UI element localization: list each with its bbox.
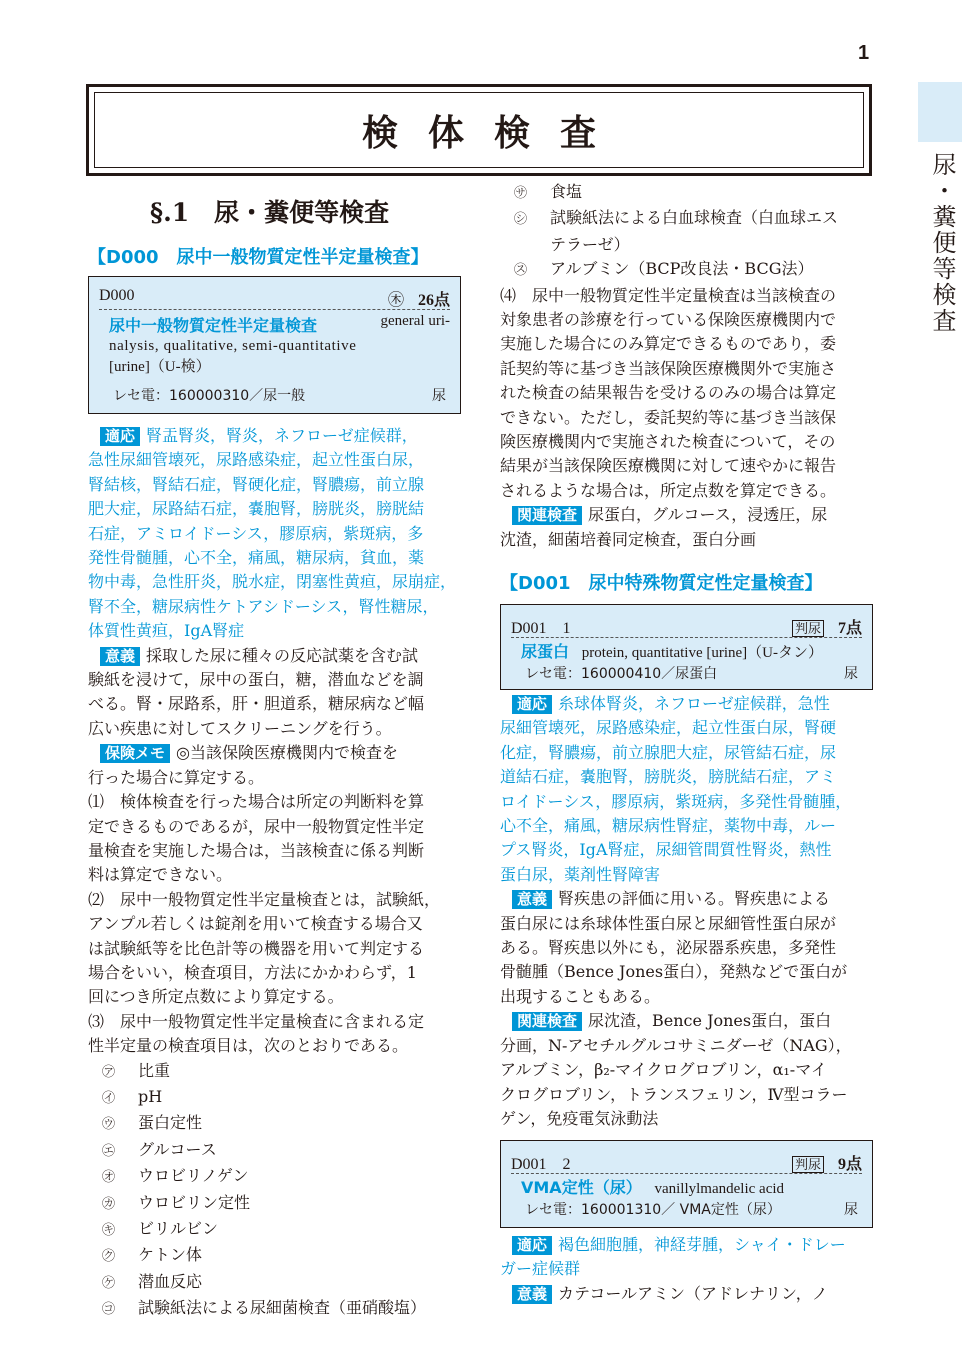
d001-2-box	[500, 1140, 873, 1228]
d001-1-box	[500, 604, 873, 690]
text-line: 託契約等に基づき当該保険医療機関外で実施さ	[500, 358, 837, 378]
d001-1-rece-text: レセ電：160000410／尿蛋白	[525, 666, 718, 682]
side-title: 尿・糞便等検査	[928, 152, 956, 334]
text-line: 実施した場合にのみ算定できるものであり，委	[500, 334, 837, 354]
text-line: できない。ただし，委託契約等に基づき当該保	[500, 407, 837, 427]
d001-2-meaning	[500, 1282, 873, 1306]
d000-note-4	[500, 284, 873, 504]
list-item: ㋚ 食塩	[514, 182, 583, 201]
d000-note-1	[88, 790, 461, 888]
text-line: ガー症候群	[500, 1259, 581, 1279]
d000-en-3: [urine]（U-検）	[109, 359, 211, 375]
text-line: 量検査を実施した場合は，当該検査に係る判断	[88, 840, 425, 860]
text-line: 糸球体腎炎，ネフローゼ症候群，急性	[558, 694, 830, 713]
list-item: ㋗ ケトン体	[102, 1245, 203, 1265]
text-line: ⑶ 尿中一般物質定性半定量検査に含まれる定	[88, 1011, 425, 1031]
d000-meaning	[88, 644, 461, 742]
text-line: されるような場合は，所定点数を算定できる。	[500, 480, 837, 500]
text-line: は試験紙等を比色計等の機器を用いて判定する	[88, 938, 425, 958]
d000-code-row	[99, 287, 450, 310]
d001-2-rece	[525, 1199, 858, 1219]
text-line: 体質性黄疸，IgA腎症	[88, 621, 245, 641]
d000-rece-text: レセ電：160000310／尿一般	[113, 388, 306, 404]
list-item: ㋜ アルブミン（BCP改良法・BCG法）	[514, 259, 814, 279]
d001-meaning	[500, 887, 873, 1009]
d000-heading: 【D000 尿中一般物質定性半定量検査】	[88, 247, 429, 268]
d001-related-label: 関連検査	[512, 1012, 582, 1031]
text-line: 沈渣，細菌培養同定検査，蛋白分画	[500, 529, 757, 549]
text-line: 腎疾患の評価に用いる。腎疾患による	[558, 889, 831, 909]
d000-points: 26点	[417, 292, 450, 309]
text-line: れた検査の結果報告を受けるのみの場合は算定	[500, 383, 837, 403]
d000-item-list	[88, 1059, 461, 1323]
d000-kind: 尿	[432, 388, 446, 404]
text-line: 蛋白尿には糸球体性蛋白尿と尿細管性蛋白尿が	[500, 913, 837, 933]
d000-body	[88, 424, 461, 1323]
d000-code: D000	[99, 287, 135, 304]
text-line: 分画，N-アセチルグルコサミニダーゼ（NAG），	[500, 1035, 852, 1055]
text-line: 道結石症，嚢胞腎，膀胱炎，膀胱結石症，アミ	[500, 767, 837, 787]
text-line: 回につき所定点数により算定する。	[88, 987, 344, 1007]
text-line: 場合をいい，検査項目，方法にかかわらず，1	[88, 962, 417, 982]
text-line: 定できるものであるが，尿中一般物質定性半定	[88, 816, 425, 836]
d001-2-indication	[500, 1233, 873, 1282]
d001-1-tag: 判尿	[792, 620, 824, 637]
d001-2-body	[500, 1233, 873, 1306]
text-line: 物中毒，急性肝炎，脱水症，閉塞性黄疸，尿崩症，	[88, 572, 457, 592]
d000-item-list-continued	[500, 180, 873, 284]
list-item: ㋑ pH	[102, 1086, 163, 1106]
text-line: ある。腎疾患以外にも，泌尿器系疾患，多発性	[500, 938, 837, 958]
d001-1-code: D001 1	[511, 620, 571, 637]
d001-2-en: vanillylmandelic acid	[654, 1181, 785, 1197]
d000-badge: ㊍	[387, 292, 404, 309]
d001-2-code-row	[511, 1151, 862, 1174]
d000-rece	[113, 385, 446, 405]
text-line: カテコールアミン（アドレナリン，ノ	[558, 1283, 828, 1303]
d000-meaning-label: 意義	[100, 647, 140, 666]
text-line: 行った場合に算定する。	[88, 767, 265, 787]
d001-2-rece-text: レセ電：160001310／ VMA定性（尿）	[525, 1202, 781, 1218]
list-item: ㋘ 潜血反応	[102, 1271, 203, 1291]
d001-1-code-row	[511, 615, 862, 638]
d001-1-name: 尿蛋白	[521, 642, 570, 661]
d001-2-name: VMA定性（尿）	[521, 1178, 642, 1197]
page-number: 1	[858, 42, 870, 64]
d000-memo-label: 保険メモ	[100, 744, 170, 763]
section-title: §.1 尿・糞便等検査	[150, 198, 390, 227]
d000-name: 尿中一般物質定性半定量検査	[109, 316, 318, 335]
d001-2-tag: 判尿	[792, 1156, 824, 1173]
d000-continued	[500, 180, 873, 552]
d000-related	[500, 503, 873, 552]
text-line: 心不全，痛風，糖尿病性腎症，薬物中毒，ルー	[500, 816, 837, 836]
text-line: 尿蛋白，グルコース，浸透圧，尿	[588, 505, 828, 525]
text-line: ⑵ 尿中一般物質定性半定量検査とは，試験紙，	[88, 889, 441, 909]
text-line: 料は算定できない。	[88, 865, 233, 885]
d000-en-2: nalysis, qualitative, semi-quantitative	[109, 338, 357, 354]
text-line: 発性骨髄腫，心不全，痛風，糖尿病，貧血，薬	[88, 548, 425, 568]
d000-note-3	[88, 1010, 461, 1059]
text-line: 腎盂腎炎，腎炎，ネフローゼ症候群，	[146, 426, 418, 445]
text-line: ロイドーシス，膠原病，紫斑病，多発性骨髄腫，	[500, 791, 852, 811]
d001-heading: 【D001 尿中特殊物質定性定量検査】	[500, 573, 823, 594]
text-line: アルブミン，β₂-マイクログロブリン，α₁-マイ	[500, 1060, 827, 1080]
d001-1-rece	[525, 663, 858, 683]
list-item: ㋒ 蛋白定性	[102, 1113, 203, 1133]
text-line: ゲン，免疫電気泳動法	[500, 1108, 659, 1128]
text-line: 急性尿細管壊死，尿路感染症，起立性蛋白尿，	[88, 450, 425, 470]
list-item: ㋓ グルコース	[102, 1139, 217, 1159]
text-line: 結果が当該保険医療機関に対して速やかに報告	[500, 456, 837, 476]
d001-body	[500, 692, 873, 1131]
text-line: 石症，アミロイドーシス，膠原病，紫斑病，多	[88, 523, 424, 543]
d001-related	[500, 1009, 873, 1131]
text-line: 腎結核，腎結石症，腎硬化症，腎膿瘍，前立腺	[88, 474, 425, 494]
text-line: プス腎炎，IgA腎症，尿細管間質性腎炎，熱性	[500, 840, 832, 860]
chapter-title-box	[86, 84, 872, 176]
d001-2-indication-label: 適応	[512, 1236, 552, 1255]
d000-related-label: 関連検査	[512, 506, 582, 525]
d001-2-meaning-label: 意義	[512, 1285, 552, 1304]
text-line: ⑴ 検体検査を行った場合は所定の判断料を算	[88, 792, 425, 812]
text-line: ◎当該保険医療機関内で検査を	[176, 743, 398, 763]
text-line: 採取した尿に種々の反応試薬を含む試	[146, 645, 419, 665]
text-line: 尿沈渣，Bence Jones蛋白，蛋白	[588, 1011, 832, 1031]
text-line: 肥大症，尿路結石症，嚢胞腎，膀胱炎，膀胱結	[88, 499, 425, 519]
d000-indication	[88, 424, 461, 644]
d001-2-code: D001 2	[511, 1156, 571, 1173]
d001-meaning-label: 意義	[512, 890, 552, 909]
chapter-title: 検体検査	[94, 92, 864, 168]
text-line: アンプル若しくは錠剤を用いて検査する場合又	[88, 914, 423, 934]
d001-1-points: 7点	[837, 620, 862, 637]
text-line: 険医療機関内で実施された検査について，その	[500, 432, 836, 452]
text-line: 広い疾患に対してスクリーニングを行う。	[88, 718, 392, 738]
d000-memo	[88, 741, 461, 790]
text-line: 性半定量の検査項目は，次のとおりである。	[88, 1036, 409, 1056]
d001-indication	[500, 692, 873, 887]
text-line: 対象患者の診療を行っている保険医療機関内で	[500, 310, 837, 330]
text-line: 褐色細胞腫，神経芽腫，シャイ・ドレー	[558, 1235, 846, 1254]
text-line: 骨髄腫（Bence Jones蛋白），発熱などで蛋白が	[500, 962, 848, 982]
list-item: ㋛ 試験紙法による白血球検査（白血球エス	[514, 208, 839, 228]
list-item: テラーゼ）	[550, 234, 630, 254]
list-item: ㋙ 試験紙法による尿細菌検査（亜硝酸塩）	[102, 1298, 427, 1318]
d000-box	[88, 276, 461, 414]
d000-note-2	[88, 888, 461, 1010]
d000-en-1: general uri-	[380, 313, 450, 329]
text-line: 尿細管壊死，尿路感染症，起立性蛋白尿，腎硬	[500, 718, 837, 738]
text-line: 験紙を浸けて，尿中の蛋白，糖，潜血などを調	[88, 670, 424, 690]
d001-2-points: 9点	[837, 1156, 862, 1173]
text-line: 出現することもある。	[500, 986, 661, 1006]
text-line: ⑷ 尿中一般物質定性半定量検査は当該検査の	[500, 285, 837, 305]
d001-1-en: protein, quantitative [urine]（U-タン）	[581, 645, 823, 661]
text-line: べる。腎・尿路系，肝・胆道系，糖尿病など幅	[88, 694, 425, 714]
d001-1-kind: 尿	[844, 666, 858, 682]
d001-indication-label: 適応	[512, 695, 552, 714]
d000-indication-label: 適応	[100, 427, 140, 446]
d001-2-kind: 尿	[844, 1202, 858, 1218]
list-item: ㋔ ウロビリノゲン	[102, 1166, 249, 1186]
list-item: ㋖ ビリルビン	[102, 1219, 219, 1238]
text-line: 化症，腎膿瘍，前立腺肥大症，尿管結石症，尿	[500, 742, 837, 762]
list-item: ㋐ 比重	[102, 1060, 171, 1080]
list-item: ㋕ ウロビリン定性	[102, 1192, 251, 1212]
side-tab	[918, 82, 962, 142]
text-line: 蛋白尿，薬剤性腎障害	[500, 864, 661, 884]
text-line: 腎不全，糖尿病性ケトアシドーシス，腎性糖尿，	[88, 596, 439, 616]
text-line: クログロブリン，トランスフェリン，Ⅳ型コラー	[500, 1084, 848, 1104]
